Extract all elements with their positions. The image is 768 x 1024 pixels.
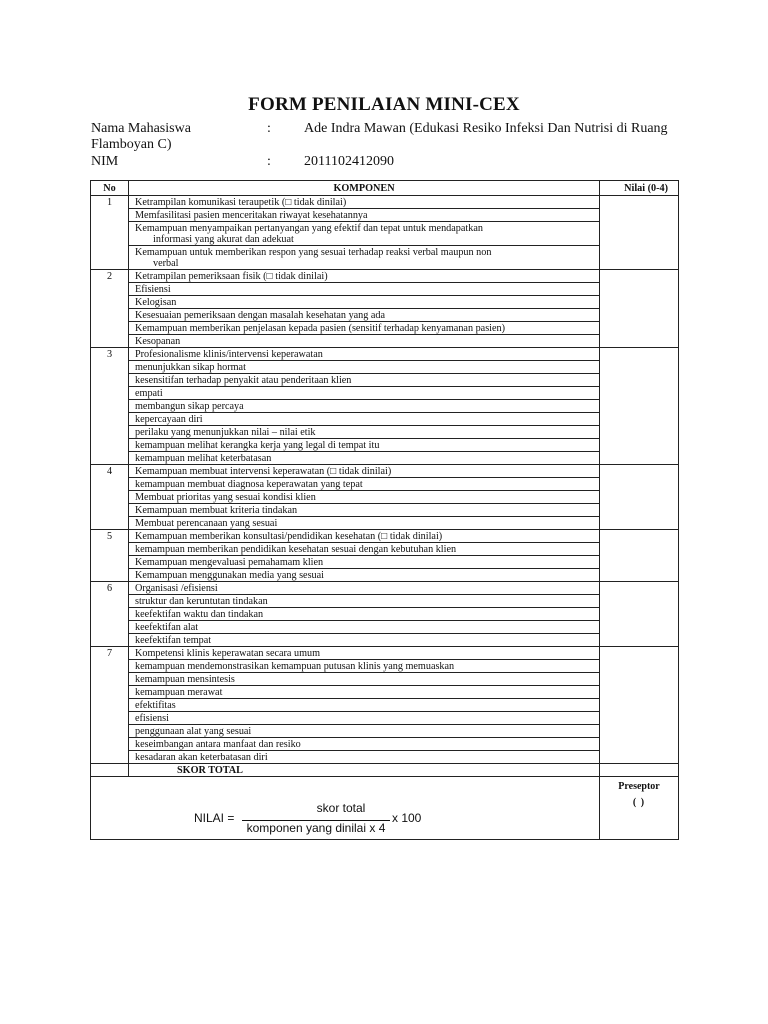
skor-total-value-cell[interactable]: [600, 764, 679, 777]
item-text: Kemampuan untuk memberikan respon yang sesuai terhadap reaksi verbal maupun non: [135, 247, 492, 258]
table-row: [91, 335, 679, 348]
colon: :: [267, 154, 271, 169]
item-text: Ketrampilan pemeriksaan fisik (□ tidak dinilai): [135, 271, 328, 282]
table-row: [91, 686, 679, 699]
student-name-label: Nama Mahasiswa: [91, 121, 191, 136]
table-row: [91, 348, 679, 361]
student-name-value: Ade Indra Mawan (Edukasi Resiko Infeksi Dan Nutrisi di Ruang: [304, 121, 668, 136]
table-row: [91, 595, 679, 608]
component-item: [129, 569, 600, 582]
item-text: Membuat prioritas yang sesuai kondisi klien: [135, 492, 316, 503]
table-row: [91, 452, 679, 465]
nim-label: NIM: [91, 154, 119, 169]
table-row: [91, 283, 679, 296]
table-row: [91, 413, 679, 426]
table-row: [91, 491, 679, 504]
table-row: [91, 196, 679, 209]
item-text: kemampuan memberikan pendidikan kesehatan sesuai dengan kebutuhan klien: [135, 544, 457, 555]
table-row: [91, 222, 679, 246]
nilai-score-cell[interactable]: [600, 348, 679, 465]
table-row: [91, 543, 679, 556]
nilai-score-cell[interactable]: [600, 582, 679, 647]
item-text: Profesionalisme klinis/intervensi keperawatan: [135, 349, 323, 360]
component-item: [129, 543, 600, 556]
colon: :: [267, 121, 271, 136]
item-text: Organisasi /efisiensi: [135, 583, 218, 594]
nilai-score-cell[interactable]: [600, 647, 679, 764]
form-title: FORM PENILAIAN MINI-CEX: [248, 94, 520, 115]
table-row: [91, 322, 679, 335]
component-number: 2: [91, 270, 129, 348]
table-row: [91, 712, 679, 725]
component-item: [129, 335, 600, 348]
table-row: [91, 530, 679, 543]
table-row: [91, 556, 679, 569]
item-text: kesensitifan terhadap penyakit atau penderitaan klien: [135, 375, 352, 386]
component-item: [129, 400, 600, 413]
table-row: [91, 621, 679, 634]
item-text: keseimbangan antara manfaat dan resiko: [135, 739, 301, 750]
component-item: [129, 296, 600, 309]
nilai-score-cell[interactable]: [600, 270, 679, 348]
item-text: Kemampuan menggunakan media yang sesuai: [135, 570, 324, 581]
component-item: [129, 222, 600, 246]
table-row: [91, 751, 679, 764]
table-row: [91, 582, 679, 595]
component-heading: [129, 270, 600, 283]
component-heading: [129, 530, 600, 543]
component-item: [129, 439, 600, 452]
table-row: [91, 647, 679, 660]
component-item: [129, 283, 600, 296]
assessment-table: [90, 180, 679, 840]
col-header-komponen: KOMPONEN: [129, 181, 600, 196]
item-text: kemampuan melihat kerangka kerja yang legal di tempat itu: [135, 440, 380, 451]
nilai-score-cell[interactable]: [600, 196, 679, 270]
item-text: Efisiensi: [135, 284, 171, 295]
table-row: [91, 270, 679, 283]
table-row: [91, 517, 679, 530]
item-text: Kemampuan memberikan konsultasi/pendidikan kesehatan (□ tidak dinilai): [135, 531, 443, 542]
item-text: penggunaan alat yang sesuai: [135, 726, 252, 737]
component-heading: [129, 465, 600, 478]
component-heading: [129, 647, 600, 660]
table-row: [91, 296, 679, 309]
component-number: 7: [91, 647, 129, 764]
component-item: [129, 246, 600, 270]
component-item: [129, 634, 600, 647]
table-row: [91, 465, 679, 478]
item-text: Kemampuan membuat intervensi keperawatan (□ tidak dinilai): [135, 466, 392, 477]
table-row: [91, 246, 679, 270]
component-number: 5: [91, 530, 129, 582]
formula-row: [91, 777, 679, 840]
component-item: [129, 751, 600, 764]
item-text: kemampuan merawat: [135, 687, 223, 698]
item-text: kemampuan membuat diagnosa keperawatan yang tepat: [135, 479, 363, 490]
item-text: Membuat perencanaan yang sesuai: [135, 518, 278, 529]
skor-total-label: SKOR TOTAL: [129, 764, 600, 777]
item-text-continued: verbal: [153, 258, 179, 269]
item-text: menunjukkan sikap hormat: [135, 362, 246, 373]
item-text: membangun sikap percaya: [135, 401, 244, 412]
table-body: [91, 196, 679, 764]
nilai-score-cell[interactable]: [600, 530, 679, 582]
item-text: Kesopanan: [135, 336, 181, 347]
item-text: perilaku yang menunjukkan nilai – nilai etik: [135, 427, 316, 438]
table-row: [91, 387, 679, 400]
col-header-no: No: [91, 181, 129, 196]
item-text: keefektifan tempat: [135, 635, 212, 646]
item-text: keefektifan alat: [135, 622, 199, 633]
component-item: [129, 426, 600, 439]
item-text: Kesesuaian pemeriksaan dengan masalah kesehatan yang ada: [135, 310, 386, 321]
component-item: [129, 660, 600, 673]
component-number: 3: [91, 348, 129, 465]
table-row: [91, 400, 679, 413]
component-item: [129, 413, 600, 426]
component-item: [129, 478, 600, 491]
table-row: [91, 504, 679, 517]
table-row: [91, 209, 679, 222]
component-item: [129, 504, 600, 517]
item-text: kemampuan mensintesis: [135, 674, 235, 685]
formula-multiplier: x 100: [392, 811, 422, 825]
table-row: [91, 673, 679, 686]
item-text: struktur dan keruntutan tindakan: [135, 596, 268, 607]
table-row: [91, 439, 679, 452]
table-row: [91, 478, 679, 491]
skor-total-row: [91, 764, 679, 777]
component-item: [129, 686, 600, 699]
table-row: [91, 374, 679, 387]
component-item: [129, 322, 600, 335]
item-text: kemampuan mendemonstrasikan kemampuan putusan klinis yang memuaskan: [135, 661, 455, 672]
student-name-value-continued: Flamboyan C): [91, 137, 172, 152]
component-heading: [129, 348, 600, 361]
component-item: [129, 361, 600, 374]
item-text: kepercayaan diri: [135, 414, 203, 425]
table-row: [91, 569, 679, 582]
item-text: Kelogisan: [135, 297, 177, 308]
component-heading: [129, 582, 600, 595]
col-header-nilai: Nilai (0-4): [600, 181, 679, 196]
component-item: [129, 387, 600, 400]
item-text: Kemampuan membuat kriteria tindakan: [135, 505, 298, 516]
table-row: [91, 426, 679, 439]
table-row: [91, 634, 679, 647]
table-row: [91, 361, 679, 374]
table-row: [91, 660, 679, 673]
item-text: Ketrampilan komunikasi teraupetik (□ tidak dinilai): [135, 197, 347, 208]
table-row: [91, 699, 679, 712]
item-text: keefektifan waktu dan tindakan: [135, 609, 264, 620]
component-item: [129, 556, 600, 569]
component-item: [129, 673, 600, 686]
table-header-row: [91, 181, 679, 196]
skor-total-no-cell: [91, 764, 129, 777]
item-text-continued: informasi yang akurat dan adekuat: [153, 234, 294, 245]
nim-value: 2011102412090: [304, 154, 394, 169]
component-item: [129, 595, 600, 608]
component-item: [129, 725, 600, 738]
table-row: [91, 725, 679, 738]
preseptor-cell: [600, 777, 679, 840]
preseptor-label: Preseptor: [618, 781, 660, 792]
preseptor-signature[interactable]: ( ): [632, 797, 646, 808]
component-item: [129, 699, 600, 712]
component-number: 4: [91, 465, 129, 530]
student-name-row: [91, 121, 691, 137]
nilai-score-cell[interactable]: [600, 465, 679, 530]
student-nim-row: [91, 154, 691, 170]
component-item: [129, 491, 600, 504]
table-row: [91, 309, 679, 322]
item-text: kesadaran akan keterbatasan diri: [135, 752, 268, 763]
formula-denominator: komponen yang dinilai x 4: [246, 821, 386, 835]
component-item: [129, 209, 600, 222]
component-item: [129, 608, 600, 621]
component-item: [129, 517, 600, 530]
item-text: efisiensi: [135, 713, 169, 724]
component-item: [129, 374, 600, 387]
table-row: [91, 738, 679, 751]
component-number: 1: [91, 196, 129, 270]
item-text: empati: [135, 388, 163, 399]
item-text: Kompetensi klinis keperawatan secara umum: [135, 648, 321, 659]
component-item: [129, 712, 600, 725]
item-text: efektifitas: [135, 700, 176, 711]
item-text: Kemampuan memberikan penjelasan kepada pasien (sensitif terhadap kenyamanan pasien): [135, 323, 505, 334]
component-number: 6: [91, 582, 129, 647]
component-item: [129, 621, 600, 634]
item-text: Memfasilitasi pasien menceritakan riwayat kesehatannya: [135, 210, 368, 221]
item-text: Kemampuan mengevaluasi pemahamam klien: [135, 557, 324, 568]
item-text: kemampuan melihat keterbatasan: [135, 453, 272, 464]
component-item: [129, 309, 600, 322]
table-row: [91, 608, 679, 621]
formula-cell: [91, 777, 600, 840]
component-item: [129, 452, 600, 465]
formula-numerator: skor total: [316, 801, 366, 815]
item-text: Kemampuan menyampaikan pertanyangan yang efektif dan tepat untuk mendapatkan: [135, 223, 483, 234]
component-heading: [129, 196, 600, 209]
formula-lhs: NILAI =: [194, 811, 235, 825]
component-item: [129, 738, 600, 751]
